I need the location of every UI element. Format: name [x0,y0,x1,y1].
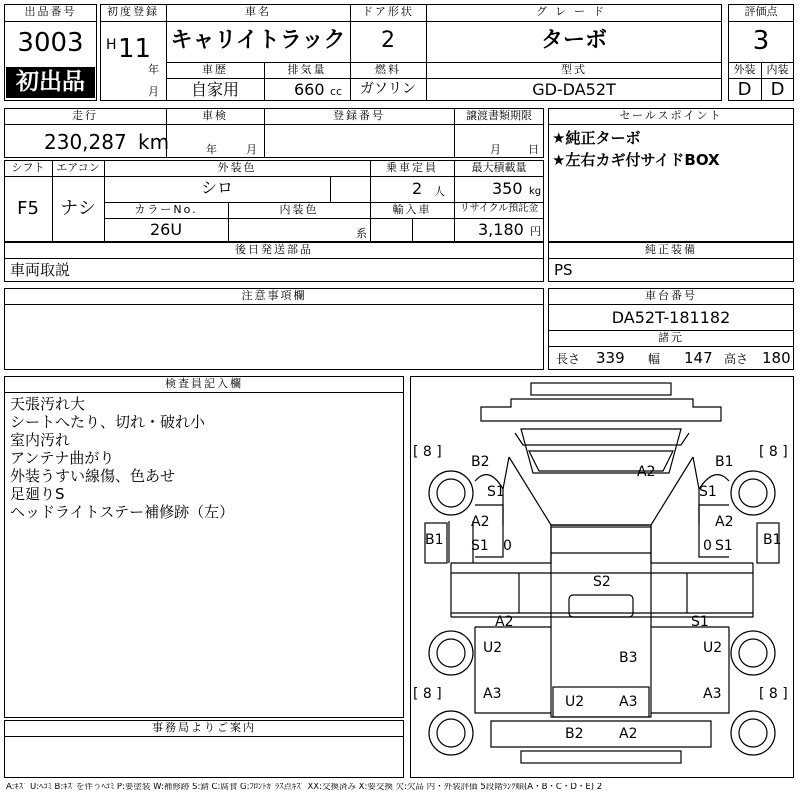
interior-grade: D [770,79,785,100]
load-unit: kg [529,186,542,197]
transfer-month-unit: 月 [490,143,501,156]
color-value: シロ [200,178,233,197]
fuel-label: 燃料 [375,63,401,76]
shift-label: シフト [11,161,45,174]
load-label: 最大積載量 [471,161,527,174]
length-value: 339 [596,349,625,367]
notes-label: 注意事項欄 [241,289,307,302]
reg-year: 11 [118,34,152,64]
history-value: 自家用 [190,80,239,99]
height-value: 180 [762,349,791,367]
damage-mark: 0 [503,538,512,554]
damage-mark: U2 [565,694,585,710]
inspector-line: 外装うすい線傷、色あせ [10,467,176,485]
damage-mark: S1 [715,538,733,554]
interior-label: 内装 [766,63,789,76]
chassis-value: DA52T-181182 [611,308,731,327]
tire-depth-front-left: [ 8 ] [413,444,442,460]
displacement-label: 排気量 [287,63,327,76]
width-value: 147 [684,349,713,367]
inspection-label: 車検 [202,109,228,122]
color-no-value: 26U [149,220,183,239]
genuine-value: PS [554,261,573,279]
exterior-grade: D [737,79,752,100]
car-name-label: 車名 [245,5,271,18]
shift-value: F5 [17,198,39,219]
damage-mark: A2 [715,514,734,530]
later-parts-value: 車両取説 [10,261,71,279]
recycle-label: リサイクル預託金 [459,203,539,214]
inspection-month-unit: 月 [246,143,257,156]
interior-color-label: 内装色 [279,203,319,216]
vehicle-diagram [410,376,794,778]
damage-mark: B1 [715,454,734,470]
chassis-label: 車台番号 [645,289,697,302]
door-label: ドア形状 [362,5,414,18]
damage-mark: U2 [703,640,723,656]
load-value: 350 [492,179,523,198]
damage-mark: A3 [483,686,502,702]
lot-label: 出品番号 [24,5,77,18]
office-label: 事務局よりご案内 [152,721,256,734]
damage-mark: A2 [495,614,514,630]
capacity-label: 乗車定員 [386,161,438,174]
reg-year-unit: 年 [148,63,159,76]
car-name: キャリイトラック [170,28,346,53]
damage-mark: A3 [619,694,638,710]
model-value: GD-DA52T [532,80,616,99]
transfer-label: 譲渡書類期限 [466,109,532,122]
mileage-unit: km [138,130,170,154]
reg-number-label: 登録番号 [333,109,385,122]
reg-month-unit: 月 [148,85,159,98]
tire-depth-front-right: [ 8 ] [759,444,788,460]
capacity-value: 2 [412,179,423,198]
ac-label: エアコン [56,161,100,174]
reg-era: H [106,37,117,53]
grade-value: ターボ [540,28,607,53]
damage-mark: 0 [703,538,712,554]
damage-mark: B3 [619,650,638,666]
score-label: 評価点 [744,5,778,18]
damage-mark: S1 [699,484,717,500]
interior-color-unit: 系 [356,227,367,240]
import-label: 輸入車 [392,203,432,216]
height-label: 高さ [724,352,749,366]
score-value: 3 [752,26,770,56]
dims-label: 諸元 [658,331,684,344]
inspector-line: シートへたり、切れ・破れ小 [10,413,206,431]
damage-mark: A2 [637,464,656,480]
damage-mark: S1 [691,614,709,630]
tire-depth-rear-left: [ 8 ] [413,686,442,702]
damage-mark: S1 [487,484,505,500]
inspector-label: 検査員記入欄 [165,377,243,390]
exterior-label: 外装 [733,63,756,76]
damage-mark: U2 [483,640,503,656]
damage-mark: S2 [593,574,611,590]
damage-mark: B2 [471,454,490,470]
history-label: 車歴 [202,63,228,76]
model-label: 型式 [561,63,587,76]
capacity-unit: 人 [434,185,445,198]
color-no-label: カラーNo. [134,203,198,216]
later-parts-label: 後日発送部品 [235,243,313,256]
width-label: 幅 [648,352,661,366]
sales-points-label: セールスポイント [619,109,723,122]
genuine-label: 純正装備 [645,243,697,256]
inspection-year-unit: 年 [206,143,217,156]
damage-mark: A3 [703,686,722,702]
fuel-value: ガソリン [360,81,416,97]
damage-mark: B2 [565,726,584,742]
inspector-line: 室内汚れ [10,431,71,449]
mileage-label: 走行 [72,109,98,122]
inspector-line: ヘッドライトステー補修跡（左） [10,503,235,521]
sales-point-item: ★左右カギ付サイドBOX [552,151,720,169]
damage-mark: A2 [471,514,490,530]
damage-mark: A2 [619,726,638,742]
damage-mark: B1 [763,532,782,548]
transfer-day-unit: 日 [528,143,539,156]
reg-label: 初度登録 [107,5,159,18]
recycle-unit: 円 [530,225,541,238]
mileage-value: 230,287 [44,130,127,154]
inspector-line: アンテナ曲がり [10,449,115,467]
legend-footer: A:ｷｽﾞ U:ﾍｺﾐ B:ｷｽﾞを伴うﾍｺﾐ P:要塗装 W:補修跡 S:錆 C:腐食 G:ﾌﾛﾝﾄｶﾞﾗｽ点ｷｽﾞ XX:交換済み X:要交換 欠:欠品 内・外装評価 5段階ﾗﾝｸ順(A・B・C・D・E) 2 [6,783,603,792]
inspector-line: 足廻りS [10,485,65,503]
lot-number: 3003 [17,28,84,58]
grade-label: グレード [536,5,612,18]
length-label: 長さ [556,352,581,366]
tire-depth-rear-right: [ 8 ] [759,686,788,702]
door-value: 2 [381,28,395,53]
sales-point-item: ★純正ターボ [552,129,641,147]
displacement-value: 660 [294,80,325,99]
ac-value: ナシ [60,198,96,219]
recycle-value: 3,180 [478,220,524,239]
color-label: 外装色 [217,161,257,174]
first-listing-badge: 初出品 [6,67,95,98]
damage-mark: S1 [471,538,489,554]
displacement-unit: cc [330,85,343,98]
inspector-line: 天張汚れ大 [10,395,86,413]
damage-mark: B1 [425,532,444,548]
